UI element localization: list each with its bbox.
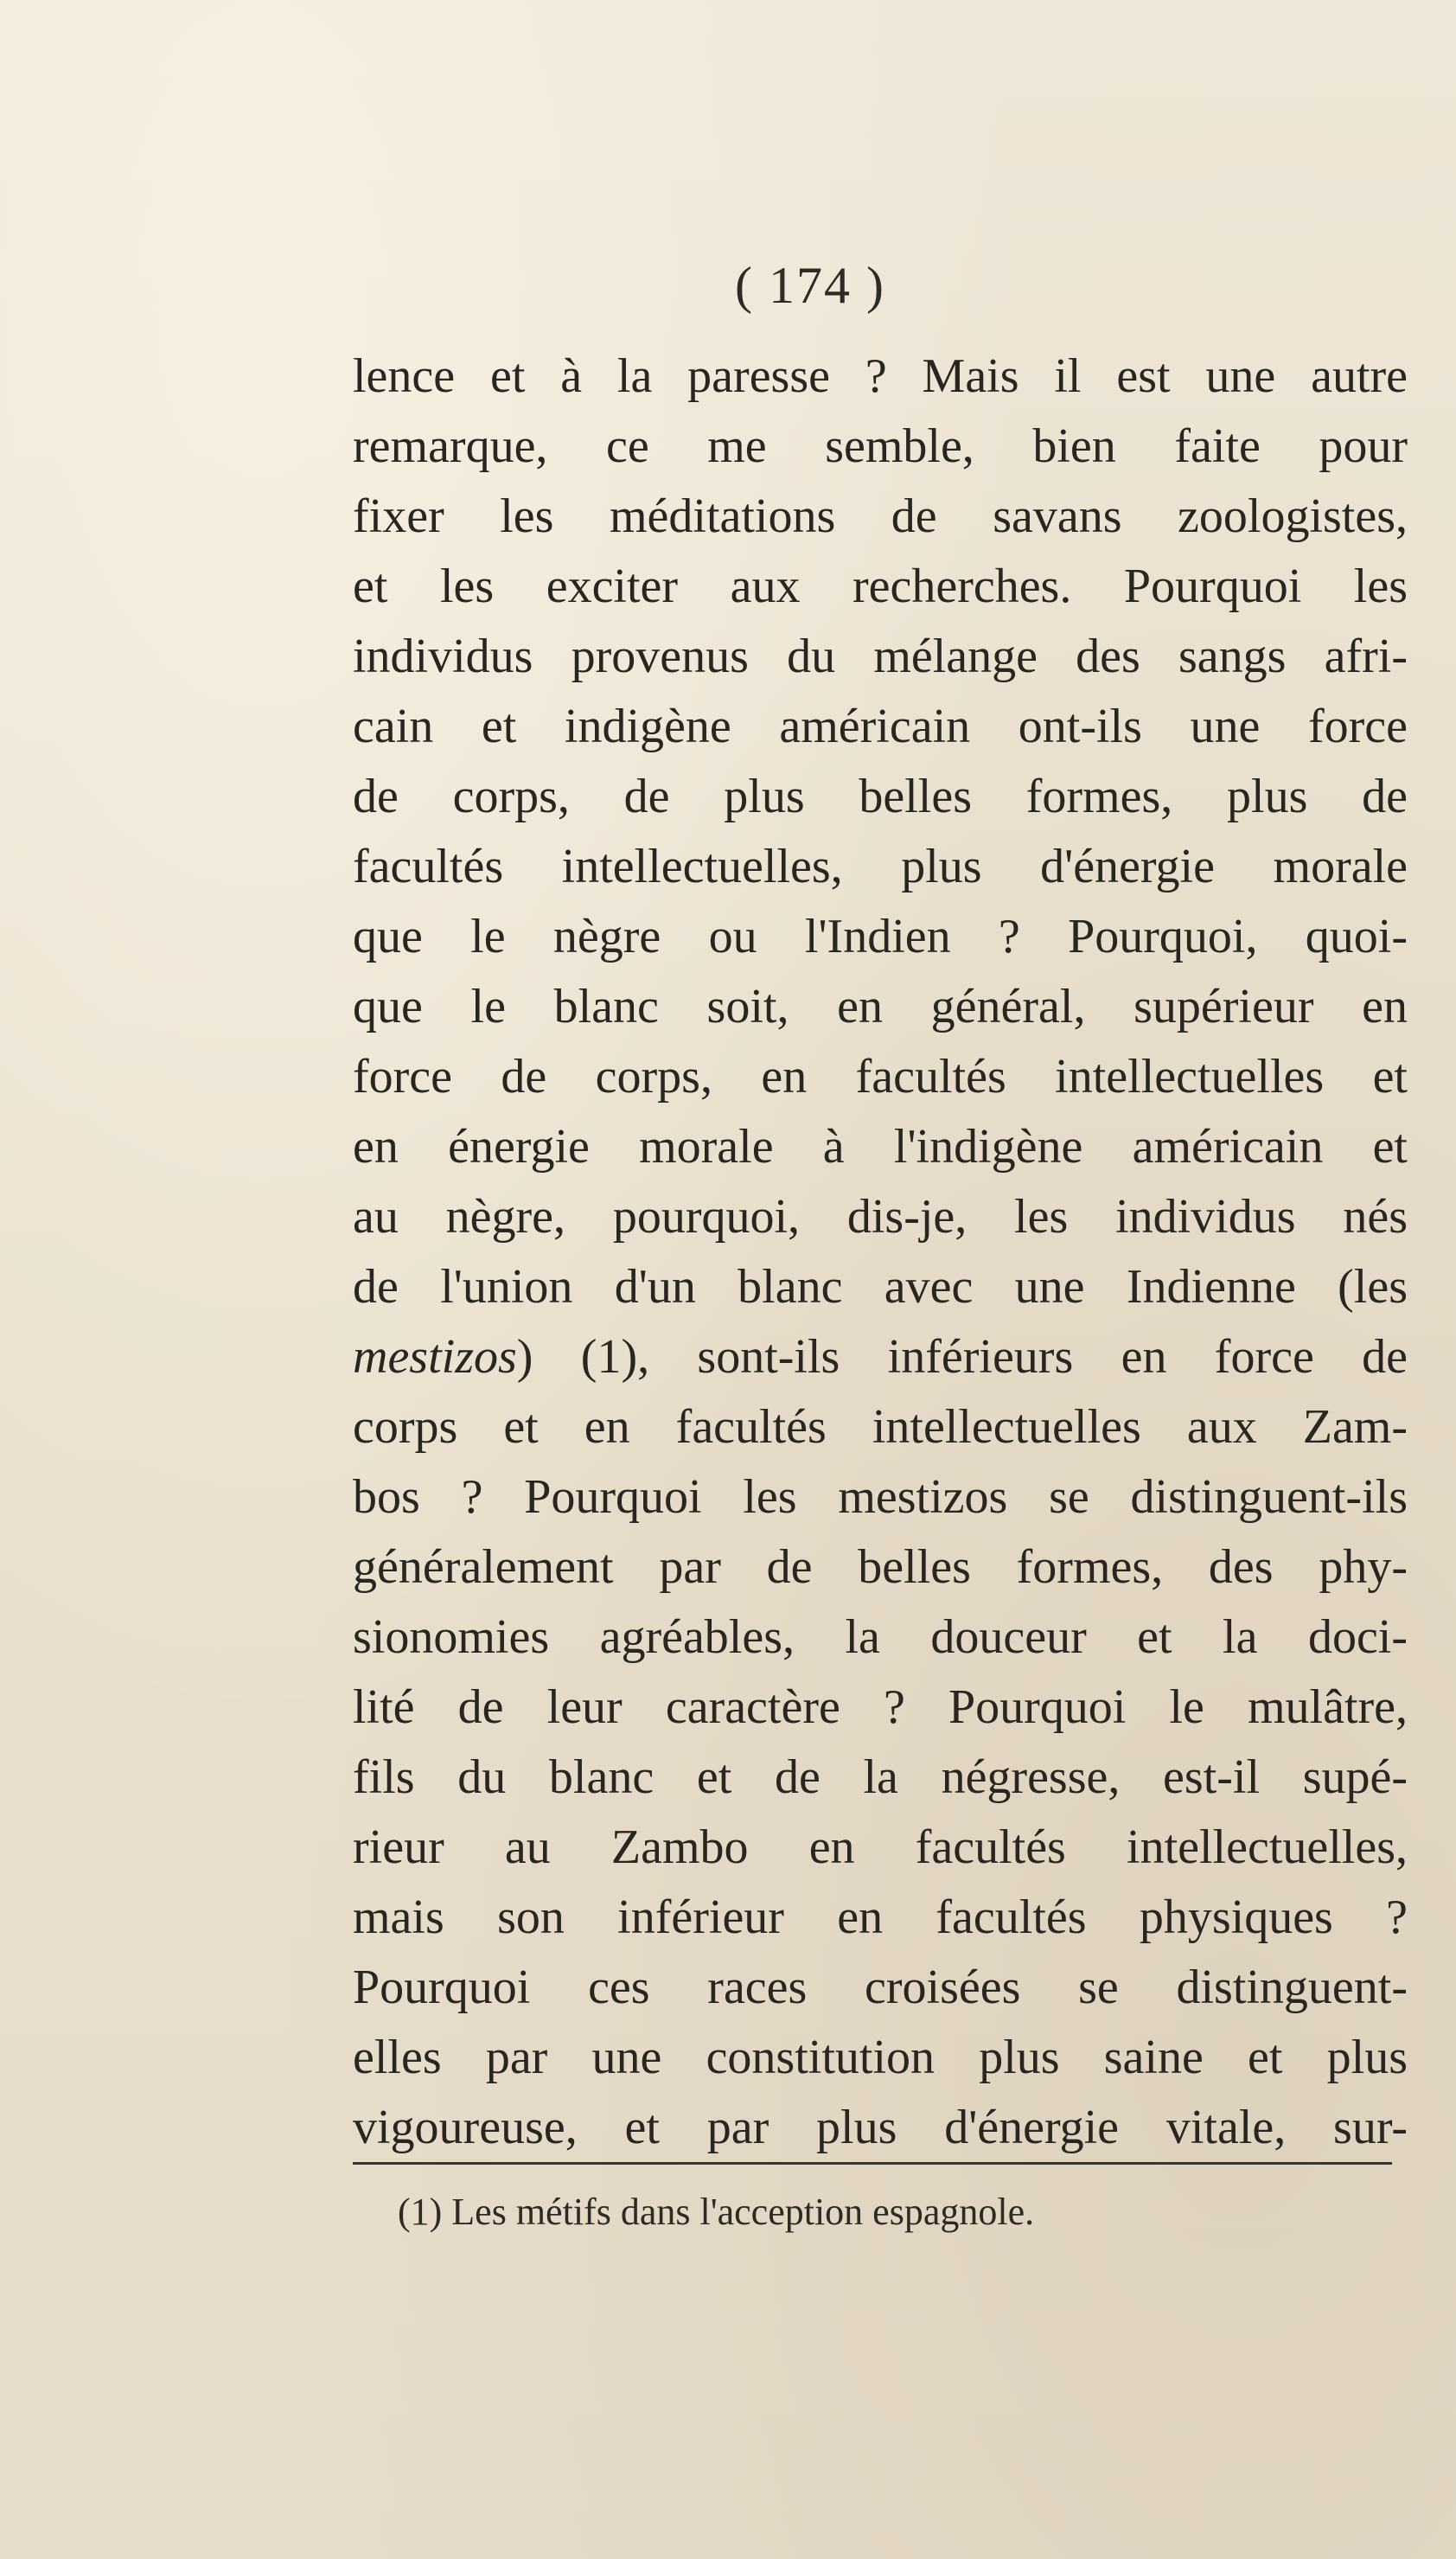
- text-line: corps et en facultés intellectuelles aux Zam-: [353, 1400, 1408, 1454]
- text-line: lence et à la paresse ? Mais il est une autre: [353, 349, 1408, 403]
- text-line: remarque, ce me semble, bien faite pour: [353, 419, 1408, 473]
- footnote: (1) Les métifs dans l'acception espagnole.: [398, 2191, 1035, 2233]
- text-line-rest: ) (1), sont-ils inférieurs en force de: [516, 1330, 1408, 1384]
- text-line: en énergie morale à l'indigène américain et: [353, 1120, 1408, 1174]
- text-line: de l'union d'un blanc avec une Indienne (les: [353, 1260, 1408, 1314]
- text-line: force de corps, en facultés intellectuelles et: [353, 1050, 1408, 1104]
- text-line: Pourquoi ces races croisées se distinguent-: [353, 1961, 1408, 2014]
- text-line: mais son inférieur en facultés physiques ?: [353, 1890, 1408, 1944]
- text-line: fils du blanc et de la négresse, est-il supé-: [353, 1750, 1408, 1804]
- text-line: cain et indigène américain ont-ils une force: [353, 700, 1408, 753]
- text-line: sionomies agréables, la douceur et la doci-: [353, 1610, 1408, 1664]
- text-line: lité de leur caractère ? Pourquoi le mulâtre,: [353, 1680, 1408, 1734]
- text-line: facultés intellectuelles, plus d'énergie morale: [353, 840, 1408, 893]
- text-line: rieur au Zambo en facultés intellectuelles,: [353, 1820, 1408, 1874]
- text-line: vigoureuse, et par plus d'énergie vitale, sur-: [353, 2101, 1408, 2154]
- footnote-rule: [353, 2162, 1392, 2165]
- text-line: que le nègre ou l'Indien ? Pourquoi, quoi-: [353, 910, 1408, 963]
- text-line: individus provenus du mélange des sangs afri-: [353, 630, 1408, 683]
- text-line: bos ? Pourquoi les mestizos se distinguent-ils: [353, 1470, 1408, 1524]
- italic-word: mestizos: [353, 1330, 517, 1384]
- text-line: fixer les méditations de savans zoologistes,: [353, 489, 1408, 543]
- text-line: et les exciter aux recherches. Pourquoi les: [353, 560, 1408, 613]
- text-line: généralement par de belles formes, des phy-: [353, 1540, 1408, 1594]
- page-number: ( 174 ): [735, 257, 885, 314]
- body-text: [353, 342, 1408, 2163]
- text-line: au nègre, pourquoi, dis-je, les individus nés: [353, 1190, 1408, 1244]
- text-line: elles par une constitution plus saine et plus: [353, 2031, 1408, 2084]
- text-line-mixed: [353, 1322, 1408, 1392]
- text-line: que le blanc soit, en général, supérieur en: [353, 980, 1408, 1033]
- text-line: de corps, de plus belles formes, plus de: [353, 770, 1408, 823]
